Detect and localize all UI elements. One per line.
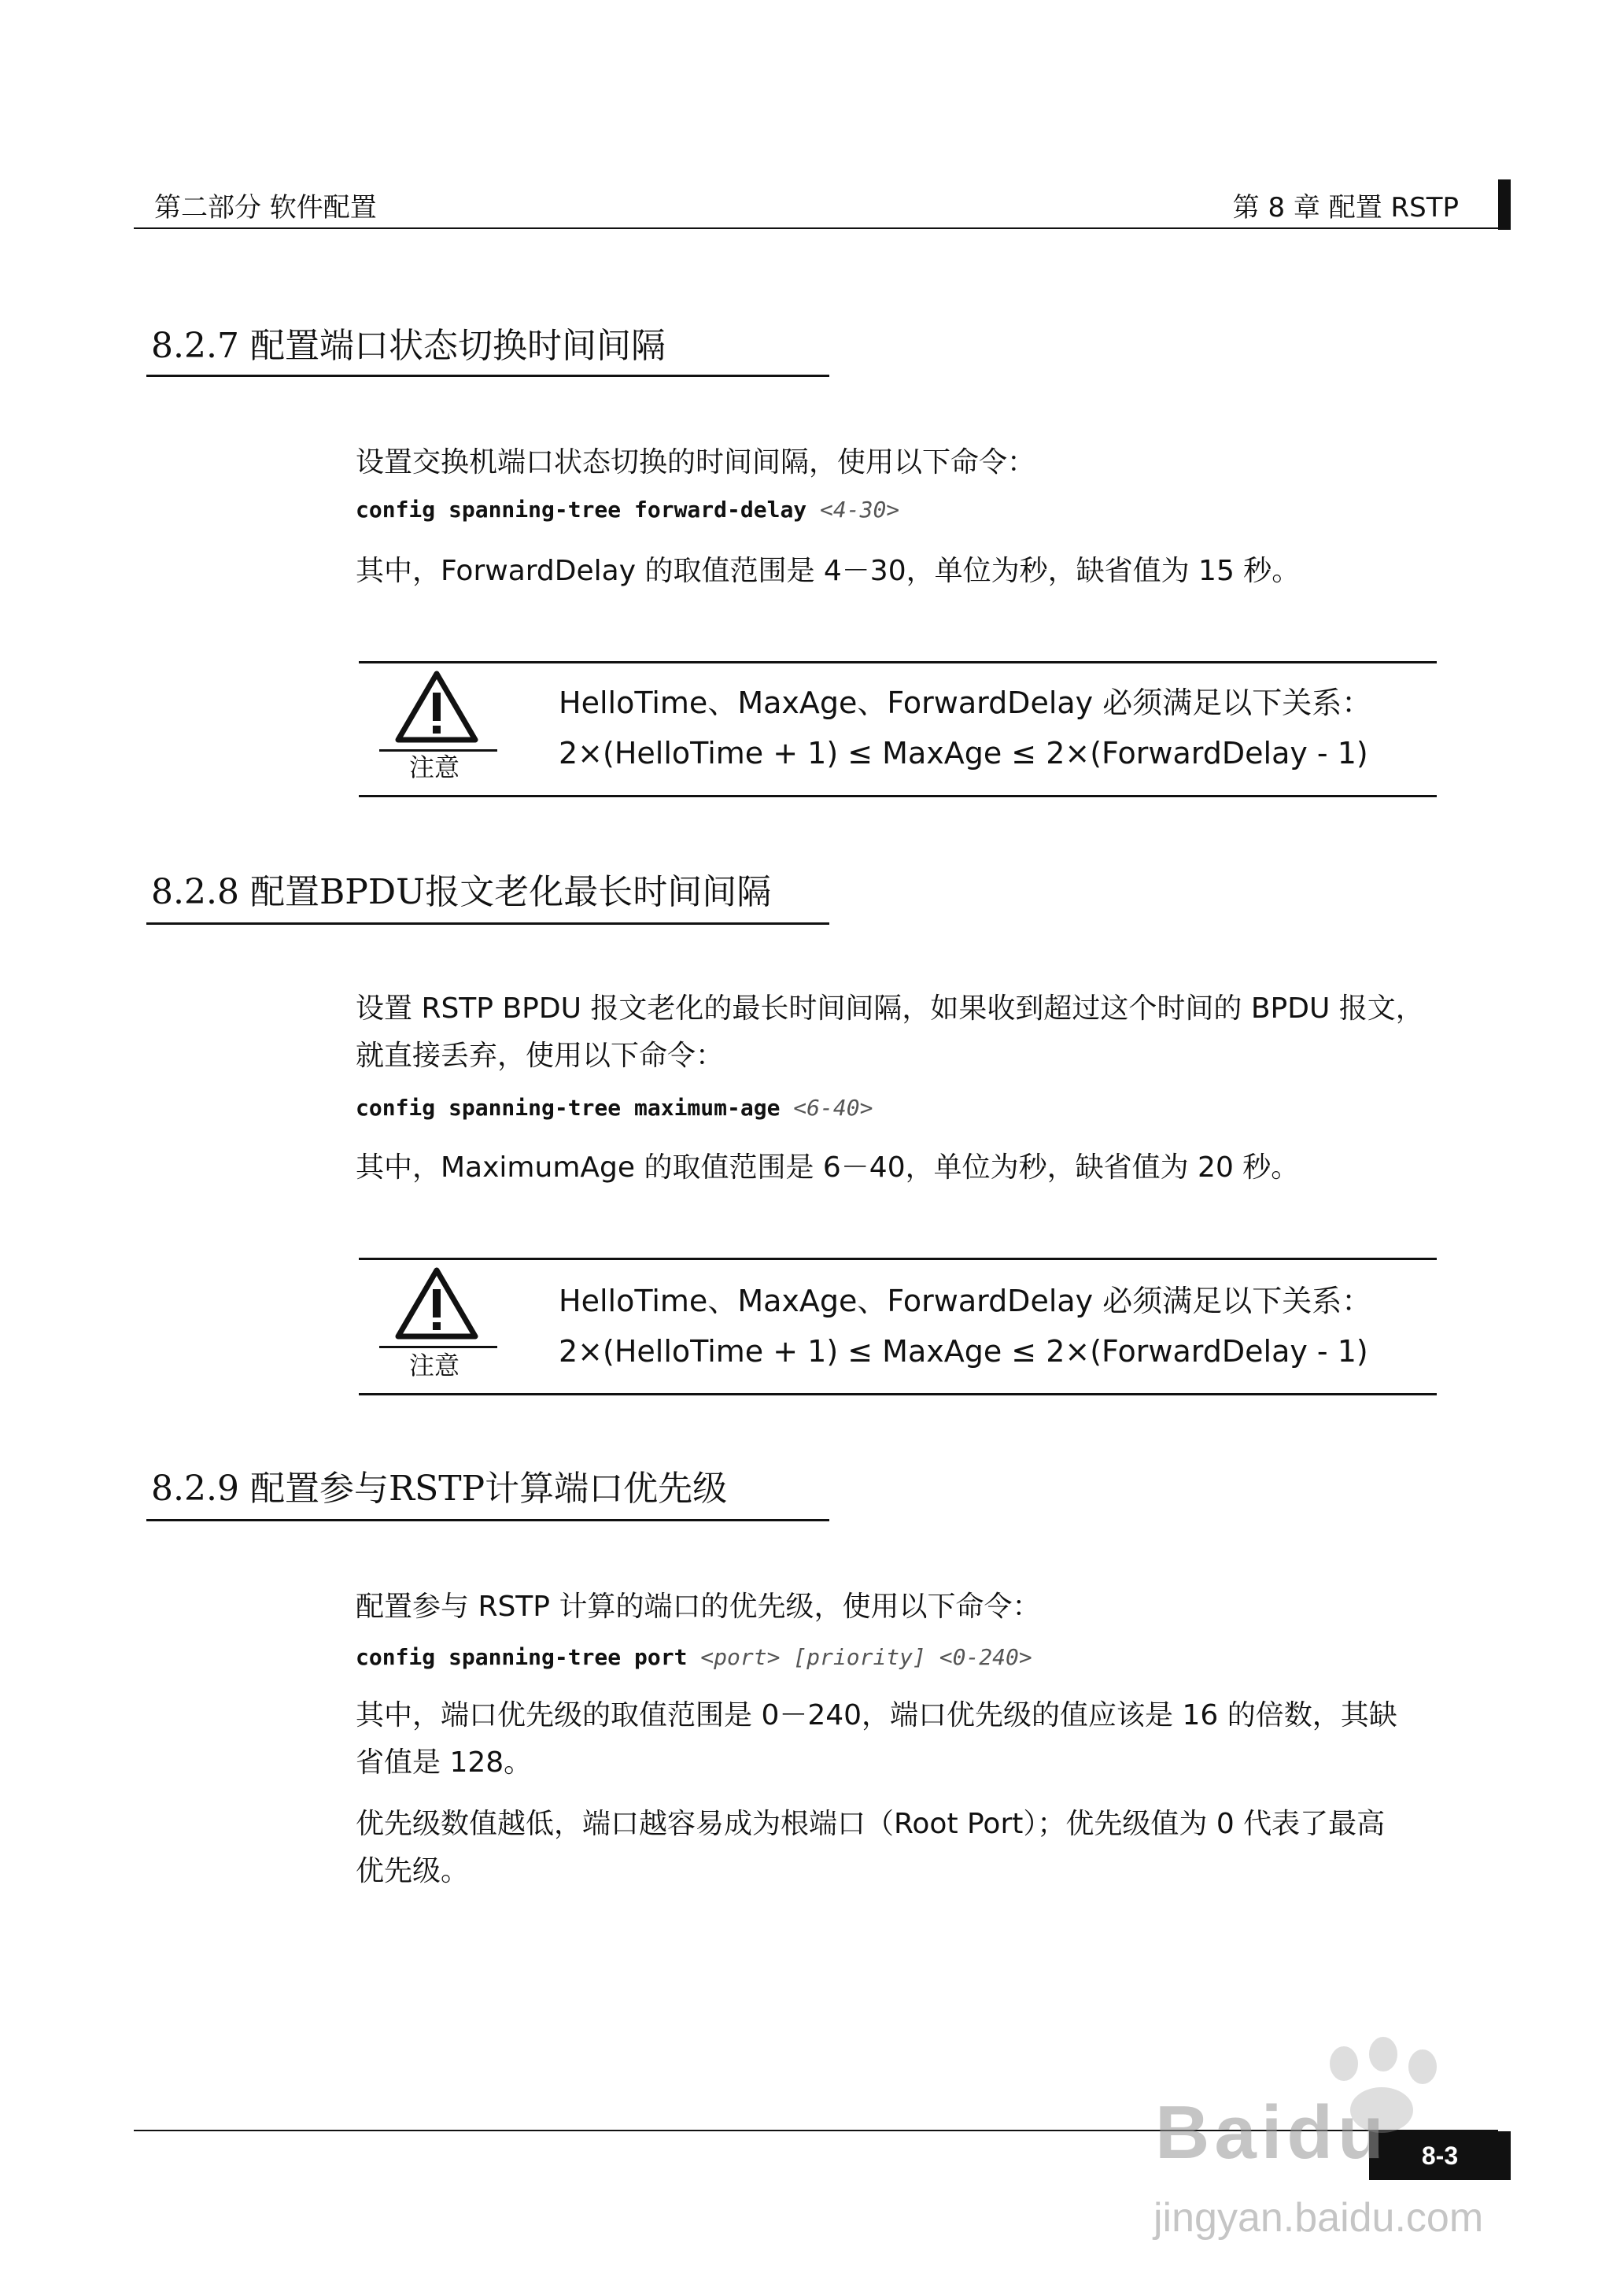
section-827-detail: 其中，ForwardDelay 的取值范围是 4－30，单位为秒，缺省值为 15 秒。 xyxy=(356,555,1301,587)
section-rule-827 xyxy=(146,375,829,377)
notice-1-icon-underline xyxy=(379,749,497,752)
command-keyword: config spanning-tree forward-delay xyxy=(356,497,807,523)
section-828-intro-line1: 设置 RSTP BPDU 报文老化的最长时间间隔，如果收到超过这个时间的 BPDU 报文， xyxy=(356,992,1424,1025)
command-keyword: config spanning-tree port xyxy=(356,1644,688,1670)
section-827-command xyxy=(356,496,899,524)
command-argument: <6-40> xyxy=(793,1095,873,1121)
section-829-intro: 配置参与 RSTP 计算的端口的优先级，使用以下命令： xyxy=(356,1591,1041,1623)
notice-2-top-rule xyxy=(359,1258,1437,1260)
notice-1-top-rule xyxy=(359,661,1437,663)
section-828-detail: 其中，MaximumAge 的取值范围是 6－40，单位为秒，缺省值为 20 秒。 xyxy=(356,1151,1300,1184)
warning-triangle-icon xyxy=(393,1266,480,1341)
section-heading-827: 8.2.7 配置端口状态切换时间间隔 xyxy=(151,326,666,366)
header-rule xyxy=(134,227,1498,229)
section-828-command xyxy=(356,1094,873,1122)
section-heading-829: 8.2.9 配置参与RSTP计算端口优先级 xyxy=(151,1469,728,1509)
watermark-brand: Baidu xyxy=(1155,2090,1389,2175)
section-828-intro-line2: 就直接丢弃，使用以下命令： xyxy=(356,1040,725,1072)
header-part-title: 第二部分 软件配置 xyxy=(154,192,377,224)
watermark-url: jingyan.baidu.com xyxy=(1153,2195,1484,2241)
header-edge-bar xyxy=(1498,179,1511,230)
section-829-detail-line2: 省值是 128。 xyxy=(356,1746,533,1779)
command-argument: <port> [priority] <0-240> xyxy=(700,1644,1032,1670)
warning-triangle-icon xyxy=(393,669,480,745)
watermark-paw-icon xyxy=(1369,2037,1397,2071)
notice-1-line2: 2×(HelloTime + 1) ≤ MaxAge ≤ 2×(ForwardDelay - 1) xyxy=(559,736,1368,771)
command-argument: <4-30> xyxy=(820,497,900,523)
section-rule-828 xyxy=(146,922,829,925)
notice-2-line2: 2×(HelloTime + 1) ≤ MaxAge ≤ 2×(ForwardDelay - 1) xyxy=(559,1334,1368,1369)
watermark-paw-icon xyxy=(1330,2046,1358,2081)
notice-1-label: 注意 xyxy=(409,752,460,782)
section-829-note-line2: 优先级。 xyxy=(356,1855,470,1887)
section-829-command xyxy=(356,1643,1032,1672)
section-829-detail-line1: 其中，端口优先级的取值范围是 0－240，端口优先级的值应该是 16 的倍数，其缺 xyxy=(356,1699,1397,1731)
notice-1-line1: HelloTime、MaxAge、ForwardDelay 必须满足以下关系： xyxy=(559,686,1372,720)
command-keyword: config spanning-tree maximum-age xyxy=(356,1095,781,1121)
notice-1-bottom-rule xyxy=(359,795,1437,797)
section-827-intro: 设置交换机端口状态切换的时间间隔，使用以下命令： xyxy=(356,446,1036,479)
section-rule-829 xyxy=(146,1519,829,1521)
notice-2-label: 注意 xyxy=(409,1351,460,1380)
notice-2-line1: HelloTime、MaxAge、ForwardDelay 必须满足以下关系： xyxy=(559,1284,1372,1318)
section-829-note-line1: 优先级数值越低，端口越容易成为根端口（Root Port）；优先级值为 0 代表了最高 xyxy=(356,1808,1386,1840)
notice-2-bottom-rule xyxy=(359,1393,1437,1395)
page-number: 8-3 xyxy=(1369,2131,1511,2180)
watermark-paw-icon xyxy=(1408,2049,1437,2084)
notice-2-icon-underline xyxy=(379,1346,497,1348)
section-heading-828: 8.2.8 配置BPDU报文老化最长时间间隔 xyxy=(151,872,772,912)
header-chapter-title: 第 8 章 配置 RSTP xyxy=(1232,192,1459,224)
